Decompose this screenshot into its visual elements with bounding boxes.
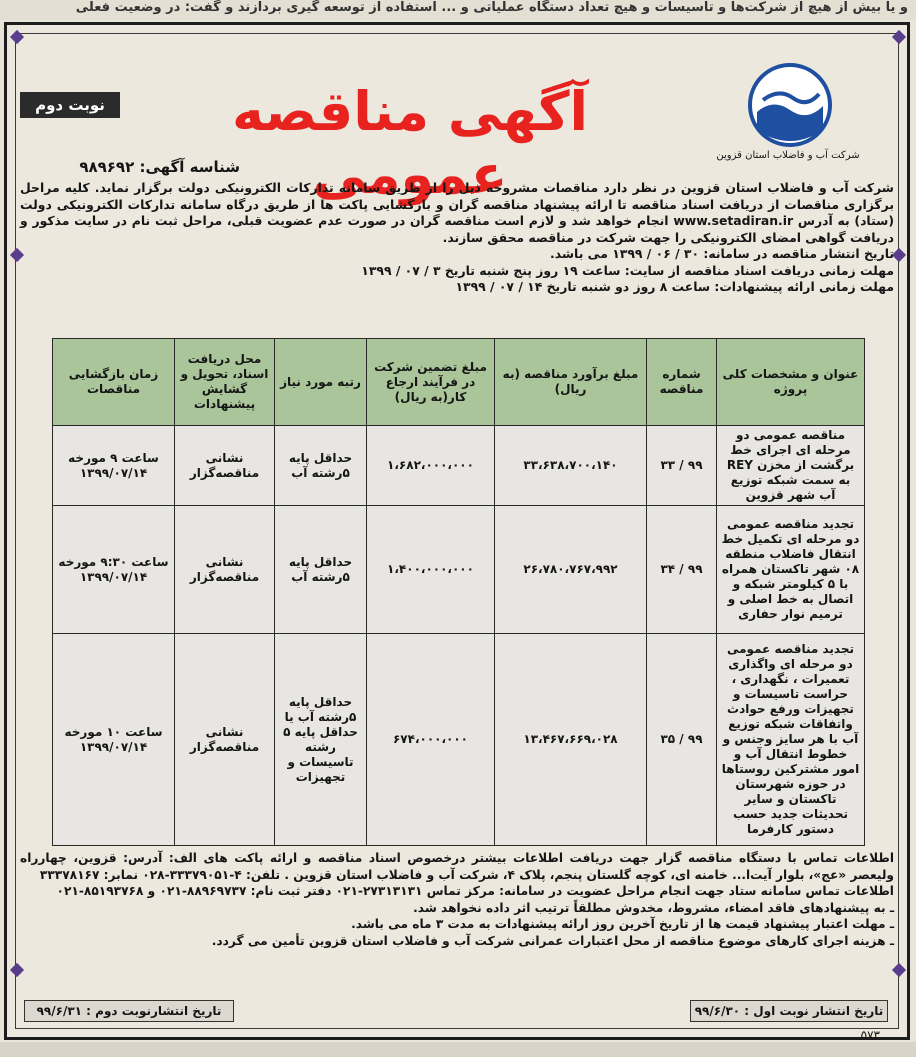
project-title-cell: تجدید مناقصه عمومی دو مرحله ای واگذاری تعمیرات ، نگهداری ، حراست تاسیسات و تجهیزات ورفع حوادث واتفاقات شبکه توزیع آب با هر سایز وجنس و خطوط انتقال آب و امور مشترکین روستاها در حوزه شهرستان تاکستان و سایر تحدیثات جدید حسب دستور کارفرما [717, 634, 865, 846]
guarantee-cell: ۱،۶۸۲،۰۰۰،۰۰۰ [367, 426, 495, 506]
estimate-cell: ۱۳،۴۶۷،۶۶۹،۰۲۸ [495, 634, 647, 846]
setad-contact-info: اطلاعات تماس سامانه ستاد جهت انجام مراحل عضویت در سامانه: مرکز تماس ۲۷۳۱۳۱۳۱-۰۲۱ دفتر ثبت نام: ۸۸۹۶۹۷۳۷-۰۲۱ و ۸۵۱۹۳۷۶۸-۰۲۱ [56, 884, 894, 898]
contact-info: اطلاعات تماس با دستگاه مناقصه گزار جهت دریافت اطلاعات بیشتر درخصوص اسناد مناقصه و ارائه پاکت های الف: آدرس: قزوین، چهارراه ولیعصر «عج»، بلوار آیت‌ا... خامنه ای، کوچه گلستان پنجم، پلاک ۴، شرکت آب و فاضلاب استان قزوین . تلفن: ۴-۳۳۳۷۹۰۵۱-۰۲۸ نمابر: ۳۳۳۷۸۱۶۷ [20, 851, 894, 882]
publish-date-line: تاریخ انتشار مناقصه در سامانه: ۳۰ / ۰۶ / ۱۳۹۹ می باشد. [550, 246, 894, 261]
opening-time-cell: ساعت ۹:۳۰ مورخه ۱۳۹۹/۰۷/۱۴ [53, 506, 175, 634]
guarantee-cell: ۱،۴۰۰،۰۰۰،۰۰۰ [367, 506, 495, 634]
note-line: ـ مهلت اعتبار پیشنهاد قیمت ها از تاریخ آخرین روز ارائه پیشنهادات به مدت ۳ ماه می باشد. [351, 917, 894, 931]
grade-cell: حداقل پایه ۵رشته آب یا حداقل پایه ۵ رشته تاسیسات و تجهیزات [275, 634, 367, 846]
column-header: شماره مناقصه [647, 339, 717, 426]
guarantee-cell: ۶۷۴،۰۰۰،۰۰۰ [367, 634, 495, 846]
column-header: مبلغ تضمین شرکت در فرآیند ارجاع کار(به ریال) [367, 339, 495, 426]
tender-number-cell: ۹۹ / ۳۳ [647, 426, 717, 506]
page-number: ۵۷۳ [860, 1028, 880, 1042]
documents-deadline-line: مهلت زمانی دریافت اسناد مناقصه از سایت: ساعت ۱۹ روز پنج شنبه تاریخ ۳ / ۰۷ / ۱۳۹۹ [361, 262, 894, 278]
tender-number-cell: ۹۹ / ۳۴ [647, 506, 717, 634]
place-cell: نشانی مناقصه‌گزار [175, 506, 275, 634]
bids-deadline-line: مهلت زمانی ارائه پیشنهادات: ساعت ۸ روز دو شنبه تاریخ ۱۴ / ۰۷ / ۱۳۹۹ [455, 279, 894, 294]
project-title-cell: تجدید مناقصه عمومی دو مرحله ای تکمیل خط انتقال فاضلاب منطقه ۰۸ شهر تاکستان همراه با ۵ کیلومتر شبکه و اتصال به خط اصلی و ترمیم نوار حفاری [717, 506, 865, 634]
project-title-cell: مناقصه عمومی دو مرحله ای اجرای خط برگشت از مخزن REY به سمت شبکه توزیع آب شهر قزوین [717, 426, 865, 506]
estimate-cell: ۳۳،۶۳۸،۷۰۰،۱۴۰ [495, 426, 647, 506]
column-header: زمان بازگشایی مناقصات [53, 339, 175, 426]
page-title: آگهی مناقصه عمومی [231, 80, 589, 206]
column-header: مبلغ برآورد مناقصه (به ریال) [495, 339, 647, 426]
grade-cell: حداقل پایه ۵رشته آب [275, 506, 367, 634]
first-publication-date: تاریخ انتشار نوبت اول : ۹۹/۶/۳۰ [690, 1000, 888, 1022]
intro-paragraph: شرکت آب و فاضلاب استان قزوین در نظر دارد مناقصات مشروحه ذیل را از طریق سامانه تدارکات الکترونیکی دولت برگزار نماید. کلیه مراحل برگزاری مناقصات از دریافت اسناد مناقصه تا ارائه پیشنهاد مناقصه گران و بازگشایی پاکت ها از طریق درگاه سامانه تدارکات الکترونیکی دولت (ستاد) به آدرس www.setadiran.ir انجام خواهد شد و لازم است مناقصه گران در صورت عدم عضویت قبلی، مراحل ثبت نام در سایت مذکور و دریافت گواهی امضای الکترونیکی را جهت شرکت در مناقصه محقق سازند. [20, 180, 894, 245]
footer-text [20, 850, 894, 949]
publication-round-badge: نوبت دوم [20, 92, 120, 118]
column-header: رتبه مورد نیاز [275, 339, 367, 426]
table-header-row [53, 339, 865, 426]
opening-time-cell: ساعت ۹ مورخه ۱۳۹۹/۰۷/۱۴ [53, 426, 175, 506]
bottom-strip [0, 1042, 916, 1057]
note-line: ـ هزینه اجرای کارهای موضوع مناقصه از محل اعتبارات عمرانی شرکت آب و فاضلاب استان قزوین تأمین می گردد. [211, 933, 894, 948]
logo-caption: شرکت آب و فاضلاب استان قزوین [716, 150, 860, 161]
clipped-top-text: و یا بیش از هیچ از شرکت‌ها و تاسیسات و هیچ تعداد دستگاه عملیاتی و ... استفاده از توسعه گیری بردازند و گفت: در وضعیت فعلی [0, 0, 916, 20]
table-row [53, 426, 865, 506]
advertisement-id: شناسه آگهی: ۹۸۹۶۹۲ [79, 158, 240, 176]
column-header: محل دریافت اسناد، تحویل و گشایش پیشنهادات [175, 339, 275, 426]
second-publication-date: تاریخ انتشارنوبت دوم : ۹۹/۶/۳۱ [24, 1000, 234, 1022]
place-cell: نشانی مناقصه‌گزار [175, 634, 275, 846]
tender-number-cell: ۹۹ / ۳۵ [647, 634, 717, 846]
table-row [53, 506, 865, 634]
table-row [53, 634, 865, 846]
estimate-cell: ۲۶،۷۸۰،۷۶۷،۹۹۲ [495, 506, 647, 634]
note-line: ـ به پیشنهادهای فاقد امضاء، مشروط، مخدوش مطلقاً ترتیب اثر داده نخواهد شد. [413, 900, 894, 915]
opening-time-cell: ساعت ۱۰ مورخه ۱۳۹۹/۰۷/۱۴ [53, 634, 175, 846]
grade-cell: حداقل پایه ۵رشته آب [275, 426, 367, 506]
column-header: عنوان و مشخصات کلی پروژه [717, 339, 865, 426]
intro-text [20, 180, 894, 296]
tenders-table [52, 338, 865, 846]
place-cell: نشانی مناقصه‌گزار [175, 426, 275, 506]
water-company-logo-icon [745, 60, 835, 150]
